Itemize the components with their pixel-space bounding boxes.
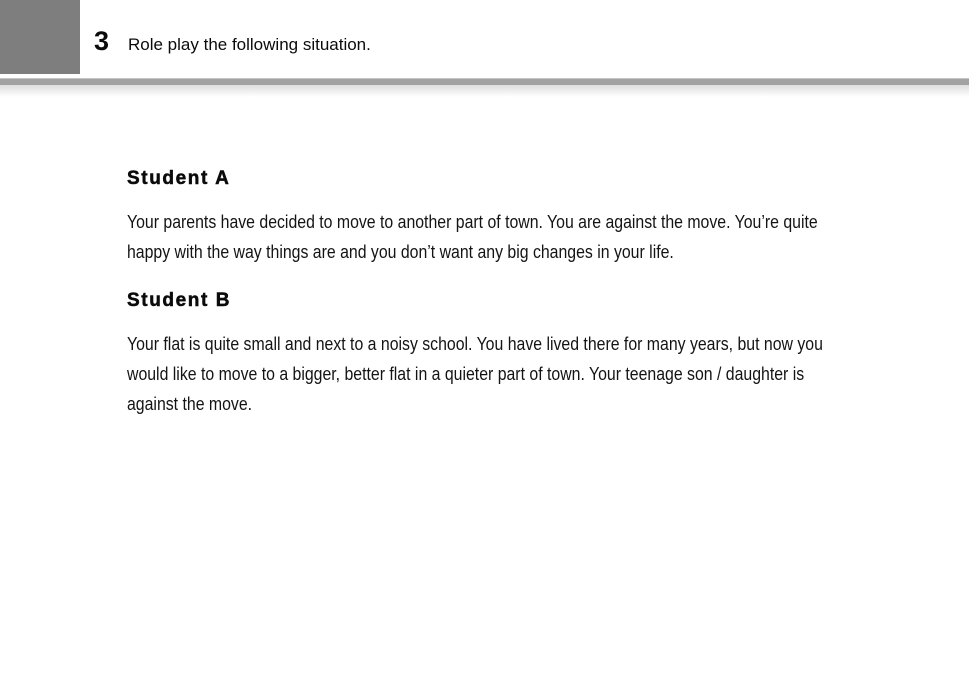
student-b-section — [127, 291, 907, 419]
student-b-text-line: against the move. — [127, 394, 253, 414]
page-corner-block — [0, 0, 80, 74]
header-divider — [0, 78, 969, 85]
student-a-text-line: Your parents have decided to move to another part of town. You are against the move. You’re quite — [127, 212, 818, 232]
student-b-text-line: Your flat is quite small and next to a noisy school. You have lived there for many years, but now you — [127, 334, 823, 354]
exercise-number: 3 — [94, 26, 110, 56]
divider-shadow — [0, 85, 969, 97]
student-a-text-line: happy with the way things are and you don’t want any big changes in your life. — [127, 242, 674, 262]
student-a-heading: Student A — [127, 168, 231, 189]
exercise-instruction: Role play the following situation. — [128, 35, 371, 54]
student-a-section — [127, 169, 907, 267]
page-content — [127, 169, 907, 419]
student-b-heading: Student B — [127, 290, 232, 311]
student-b-text-line: would like to move to a bigger, better flat in a quieter part of town. Your teenage son / daughter is — [127, 364, 805, 384]
